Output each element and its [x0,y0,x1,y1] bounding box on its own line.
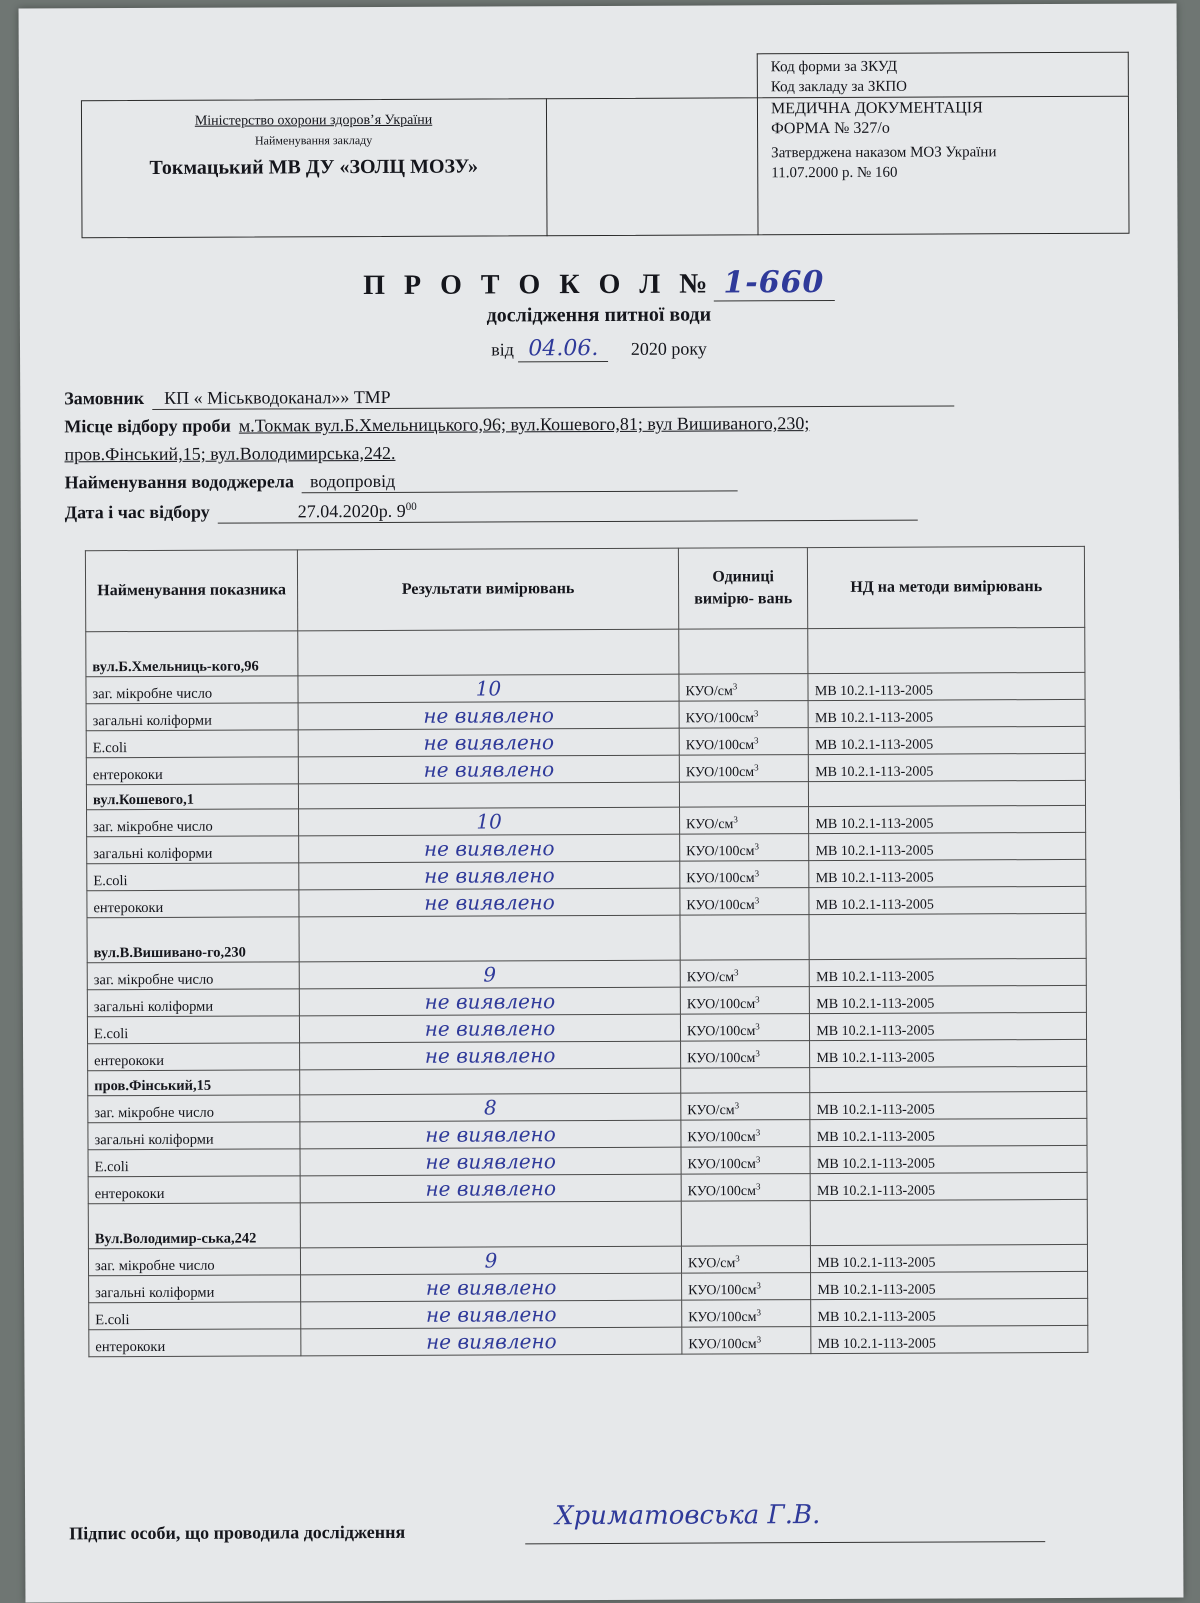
form-number: ФОРМА № 327/о [771,119,890,138]
method-value: МВ 10.2.1-113-2005 [809,886,1086,914]
date-handwritten: 04.06. [518,336,608,362]
indicator-name: заг. мікробне число [87,809,299,837]
unit-value: КУО/$100см^3$ [679,701,809,729]
protocol-title [20,263,1178,303]
approved-by: Затверджена наказом МОЗ України [771,144,997,162]
indicator-name: E.coli [86,730,298,758]
table-row [87,886,1086,917]
location-name: вул.Кошевого,1 [86,784,298,810]
sampling-place-field [64,413,809,437]
result-value: 10 [298,674,679,703]
result-value: не виявлено [300,1174,681,1203]
unit-value: КУО/$100см^3$ [680,1014,810,1042]
method-value: МВ 10.2.1-113-2005 [810,1012,1087,1040]
indicator-name: E.coli [88,1149,300,1177]
indicator-name: E.coli [87,863,299,891]
unit-value: КУО/$100см^3$ [681,1273,811,1301]
sampling-place-field-2 [64,443,395,465]
col-method: НД на методи вимірювань [808,546,1085,628]
unit-value: КУО/$см^3$ [680,960,810,988]
table-row [88,1091,1087,1122]
protocol-number: 1-660 [713,265,834,302]
indicator-name: E.coli [87,1016,299,1044]
protocol-label: П Р О Т О К О Л № [363,268,714,302]
unit-value: КУО/$100см^3$ [680,861,810,889]
table-row [87,832,1086,863]
sampling-place-line1: м.Токмак вул.Б.Хмельницького,96; вул.Кошевого,81; вул Вишиваного,230; [238,413,810,436]
indicator-name: заг. мікробне число [88,1248,300,1276]
table-row [87,859,1086,890]
indicator-name: ентерококи [86,757,298,785]
table-row [86,699,1085,730]
unit-value: КУО/$см^3$ [679,674,809,702]
result-value: не виявлено [301,1273,682,1302]
table-row [88,1172,1087,1203]
method-value: МВ 10.2.1-113-2005 [810,958,1087,986]
method-value: МВ 10.2.1-113-2005 [808,672,1085,700]
protocol-sheet [19,3,1184,1602]
col-indicator: Найменування показника [85,550,297,632]
water-source-field [65,469,738,494]
institution-code: Код закладу за ЗКПО [770,78,908,96]
unit-value: КУО/$см^3$ [681,1246,811,1274]
protocol-date [20,333,1178,363]
result-value: не виявлено [299,861,680,890]
customer-label: Замовник [64,387,145,409]
customer-value: КП « Міськводоканал»» ТМР [152,384,954,409]
unit-value: КУО/$100см^3$ [680,1041,810,1069]
result-value: не виявлено [301,1327,682,1356]
indicator-name: ентерококи [88,1043,300,1071]
unit-value: КУО/$100см^3$ [679,755,809,783]
sampling-datetime-value: 27.04.2020р. $9^{00}$ [218,499,918,524]
method-value: МВ 10.2.1-113-2005 [809,726,1086,754]
result-value: не виявлено [300,1041,681,1070]
result-value: не виявлено [301,1300,682,1329]
result-value: 10 [299,807,680,836]
method-value: МВ 10.2.1-113-2005 [810,1091,1087,1119]
form-code: Код форми за ЗКУД [770,58,898,76]
indicator-name: заг. мікробне число [88,1095,300,1123]
table-row [86,726,1085,757]
indicator-name: заг. мікробне число [86,676,298,704]
table-row [87,1012,1086,1043]
unit-value: КУО/$см^3$ [681,1093,811,1121]
result-value: 9 [299,960,680,989]
result-value: не виявлено [299,888,680,917]
method-value: МВ 10.2.1-113-2005 [810,1172,1087,1200]
protocol-subtitle: дослідження питної води [486,303,712,327]
method-value: МВ 10.2.1-113-2005 [810,1039,1087,1067]
table-row [86,753,1085,784]
unit-value: КУО/$100см^3$ [682,1300,812,1328]
unit-value: КУО/$100см^3$ [680,834,810,862]
customer-field [64,384,954,410]
unit-value: КУО/$100см^3$ [681,1174,811,1202]
table-header-row [85,546,1084,631]
location-name: вул.Б.Хмельниць-кого,96 [86,631,298,677]
table-row [87,958,1086,989]
table-row [88,1145,1087,1176]
location-name: пров.Фінський,15 [88,1070,300,1096]
institution-name: Токмацький МВ ДУ «ЗОЛЦ МОЗУ» [149,155,479,179]
approved-date: 11.07.2000 р. № 160 [771,164,898,182]
method-value: МВ 10.2.1-113-2005 [809,832,1086,860]
result-value: не виявлено [300,1120,681,1149]
method-value: МВ 10.2.1-113-2005 [811,1298,1088,1326]
form-codes [771,56,1132,184]
method-value: МВ 10.2.1-113-2005 [809,859,1086,887]
indicator-name: ентерококи [88,1176,300,1204]
result-value: 9 [301,1246,682,1275]
method-value: МВ 10.2.1-113-2005 [811,1244,1088,1272]
method-value: МВ 10.2.1-113-2005 [811,1325,1088,1353]
unit-value: КУО/$100см^3$ [680,987,810,1015]
sampling-datetime-label: Дата і час відбору [64,501,210,523]
method-value: МВ 10.2.1-113-2005 [811,1271,1088,1299]
location-row [86,627,1085,676]
form-header [81,52,1130,239]
result-value: не виявлено [298,728,679,757]
water-source-label: Найменування вододжерела [64,471,295,493]
result-value: не виявлено [300,1147,681,1176]
unit-value: КУО/$100см^3$ [680,888,810,916]
table-row [88,1039,1087,1070]
indicator-name: загальні коліформи [89,1275,301,1303]
result-value: не виявлено [298,755,679,784]
sampling-place-line2: пров.Фінський,15; вул.Володимирська,242. [64,442,396,465]
table-row [88,1118,1087,1149]
ministry-name: Міністерство охорони здоров’я України [194,112,433,129]
method-value: МВ 10.2.1-113-2005 [810,1118,1087,1146]
water-source-value: водопровід [302,469,738,493]
date-year: 2020 року [630,338,707,359]
sampling-datetime-field [65,499,918,525]
unit-value: КУО/$100см^3$ [681,1120,811,1148]
doc-type: МЕДИЧНА ДОКУМЕНТАЦІЯ [770,99,983,118]
table-row [86,672,1085,703]
method-value: МВ 10.2.1-113-2005 [809,805,1086,833]
signature-text: Хриматовська Г.В. [555,1500,821,1532]
method-value: МВ 10.2.1-113-2005 [808,699,1085,727]
col-results: Результати вимірювань [297,548,678,631]
institution-label: Найменування закладу [254,132,373,148]
method-value: МВ 10.2.1-113-2005 [809,753,1086,781]
table-row [87,805,1086,836]
result-value: не виявлено [299,834,680,863]
indicator-name: загальні коліформи [88,1122,300,1150]
indicator-name: загальні коліформи [87,836,299,864]
col-units: Одиниці вимірю- вань [678,548,808,630]
location-row [88,1199,1087,1248]
table-row [89,1325,1088,1356]
signature-handwritten [525,1499,1045,1544]
unit-value: КУО/$см^3$ [679,807,809,835]
indicator-name: E.coli [89,1302,301,1330]
date-prefix: від [491,339,514,360]
table-row [87,985,1086,1016]
indicator-name: загальні коліформи [87,989,299,1017]
location-name: Вул.Володимир-ська,242 [88,1203,300,1249]
unit-value: КУО/$100см^3$ [681,1147,811,1175]
result-value: не виявлено [299,987,680,1016]
unit-value: КУО/$100см^3$ [679,728,809,756]
results-table [85,546,1089,1357]
result-value: 8 [300,1093,681,1122]
result-value: не виявлено [298,701,679,730]
indicator-name: ентерококи [87,890,299,918]
indicator-name: заг. мікробне число [87,962,299,990]
location-row [87,913,1086,962]
unit-value: КУО/$100см^3$ [682,1327,812,1355]
method-value: МВ 10.2.1-113-2005 [810,1145,1087,1173]
result-value: не виявлено [300,1014,681,1043]
sampling-place-label: Місце відбору проби [64,415,231,437]
indicator-name: загальні коліформи [86,703,298,731]
location-name: вул.В.Вишивано-го,230 [87,917,299,963]
method-value: МВ 10.2.1-113-2005 [810,985,1087,1013]
indicator-name: ентерококи [89,1329,301,1357]
signature-label: Підпис особи, що проводила дослідження [69,1521,406,1544]
